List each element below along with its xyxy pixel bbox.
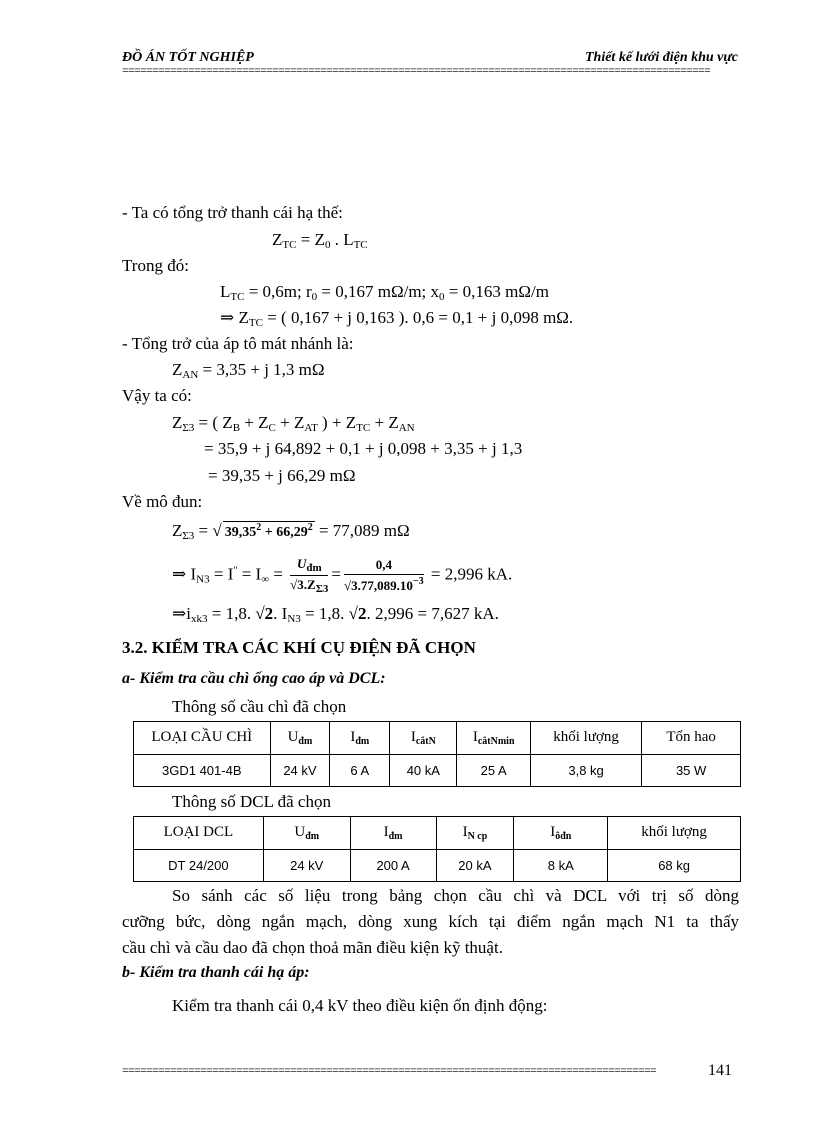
implies-icon: ⇒ — [172, 564, 187, 584]
table-header-cell: $I_{đm}$ — [330, 722, 390, 755]
paragraph-line: Kiểm tra thanh cái 0,4 kV theo điều kiện ổn định động: — [172, 996, 548, 1015]
table-cell: 3GD1 401-4B — [134, 754, 271, 787]
equation-in3: ⇒ $I_{N3} = I^" = I_\infty$ = $\frac{U_{đm}}{√3.Z_{\Sigma 3}}$ = $\frac{0,4}{√3.77,089.10^{-3}}$ = 2,996 kA. — [172, 556, 513, 595]
implies-icon: ⇒ — [172, 604, 187, 623]
paragraph-line: cưỡng bức, dòng ngắn mạch, dòng xung kích tại điểm ngắn mạch N1 ta thấy — [122, 912, 739, 931]
fraction-udm: $\frac{U_{đm}}{√3.Z_{\Sigma 3}}$ — [290, 556, 329, 595]
table-header-cell: Tổn hao — [642, 722, 741, 755]
table-cell: 200 A — [350, 849, 436, 882]
table-cell: 68 kg — [608, 849, 741, 882]
line-trong-do: Trong đó: — [122, 256, 189, 275]
table-header-cell: khối lượng — [530, 722, 641, 755]
equation-zan: $Z_{AN} = 3,35 + j$ 1,3 mΩ — [172, 360, 325, 381]
table-header-cell: $I_{cắtNmin}$ — [457, 722, 531, 755]
equation-zsum: $Z_{\Sigma 3}$ = ( $Z_B + Z_C + Z_{AT}$ ) + $Z_{TC} + Z_{AN}$ — [172, 413, 415, 434]
equation-ztc-value: ⇒ $Z_{TC}$ = ( 0,167 + j 0,163 ). 0,6 = 0,1 + j 0,098 mΩ. — [220, 308, 574, 329]
equation-zsum-result: = 39,35 + j 66,29 mΩ — [208, 466, 356, 485]
footer-rule: ========================================================================================= — [122, 1066, 657, 1078]
table-header-cell: $I_{N cp}$ — [436, 817, 514, 850]
subsection-a-heading: a- Kiểm tra cầu chì ống cao áp và DCL: — [122, 670, 386, 687]
table-cell: DT 24/200 — [134, 849, 264, 882]
line-zan-intro: - Tổng trở của áp tô mát nhánh là: — [122, 334, 354, 353]
fraction-value: $\frac{0,4}{√3.77,089.10^{-3}}$ — [344, 557, 424, 593]
header-rule: ================================================================================================== — [122, 66, 711, 78]
equation-ztc: $Z_{TC} = Z_0$ . $L_{TC}$ — [272, 230, 368, 251]
table-header-cell: $U_{đm}$ — [263, 817, 350, 850]
equation-ixk3: $\Rightarrow i_{xk3} = 1,8$. √2. $I_{N3} = 1,8$. √2. 2,996 = 7,627 kA. — [172, 604, 499, 625]
line-intro: - Ta có tổng trở thanh cái hạ thế: — [122, 203, 343, 222]
dcl-spec-table — [133, 816, 741, 882]
fuse-spec-table — [133, 721, 741, 787]
table-cell: 8 kA — [514, 849, 608, 882]
table-header-cell: LOẠI CẦU CHÌ — [134, 722, 271, 755]
implies-icon: ⇒ — [220, 308, 235, 327]
table-header-cell: LOẠI DCL — [134, 817, 264, 850]
table-row — [134, 849, 741, 882]
page-number: 141 — [708, 1062, 732, 1079]
table-cell: 40 kA — [390, 754, 457, 787]
paragraph-line: cầu chì và cầu dao đã chọn thoả mãn điều kiện kỹ thuật. — [122, 938, 503, 957]
table2-caption: Thông số DCL đã chọn — [172, 792, 331, 811]
equation-zsum-expand: = 35,9 + j 64,892 + 0,1 + j 0,098 + 3,35 + j 1,3 — [204, 439, 523, 458]
line-ve-mo-dun: Về mô đun: — [122, 492, 203, 511]
table-row — [134, 754, 741, 787]
table1-caption: Thông số cầu chì đã chọn — [172, 697, 347, 716]
table-cell: 20 kA — [436, 849, 514, 882]
table-cell: 35 W — [642, 754, 741, 787]
table-cell: 25 A — [457, 754, 531, 787]
table-header-cell: $U_{đm}$ — [270, 722, 330, 755]
paragraph-line: So sánh các số liệu trong bảng chọn cầu chì và DCL với trị số dòng — [172, 886, 739, 905]
table-cell: 6 A — [330, 754, 390, 787]
table-header-cell: $I_{ôđn}$ — [514, 817, 608, 850]
equation-modulus: $Z_{\Sigma 3}$ = √ $39,35^2 + 66,29^2 = 77,089$ mΩ — [172, 521, 410, 542]
table-header-cell: $I_{cắtN}$ — [390, 722, 457, 755]
line-vay-ta-co: Vậy ta có: — [122, 386, 192, 405]
table-cell: 24 kV — [263, 849, 350, 882]
equation-params: $L_{TC} = 0,6m$; $r_0 = 0,167$ mΩ/m; $x_0 = 0,163$ mΩ/m — [220, 282, 549, 303]
sqrt-icon: √ — [212, 521, 222, 540]
header-title: ĐỒ ÁN TỐT NGHIỆP — [122, 50, 254, 65]
table-header-cell: $I_{đm}$ — [350, 817, 436, 850]
table-header-row — [134, 722, 741, 755]
table-header-row — [134, 817, 741, 850]
table-header-cell: khối lượng — [608, 817, 741, 850]
header-subtitle: Thiết kế lưới điện khu vực — [584, 50, 738, 65]
subsection-b-heading: b- Kiểm tra thanh cái hạ áp: — [122, 964, 310, 981]
table-cell: 3,8 kg — [530, 754, 641, 787]
table-cell: 24 kV — [270, 754, 330, 787]
section-heading: 3.2. KIỂM TRA CÁC KHÍ CỤ ĐIỆN ĐÃ CHỌN — [122, 638, 476, 657]
